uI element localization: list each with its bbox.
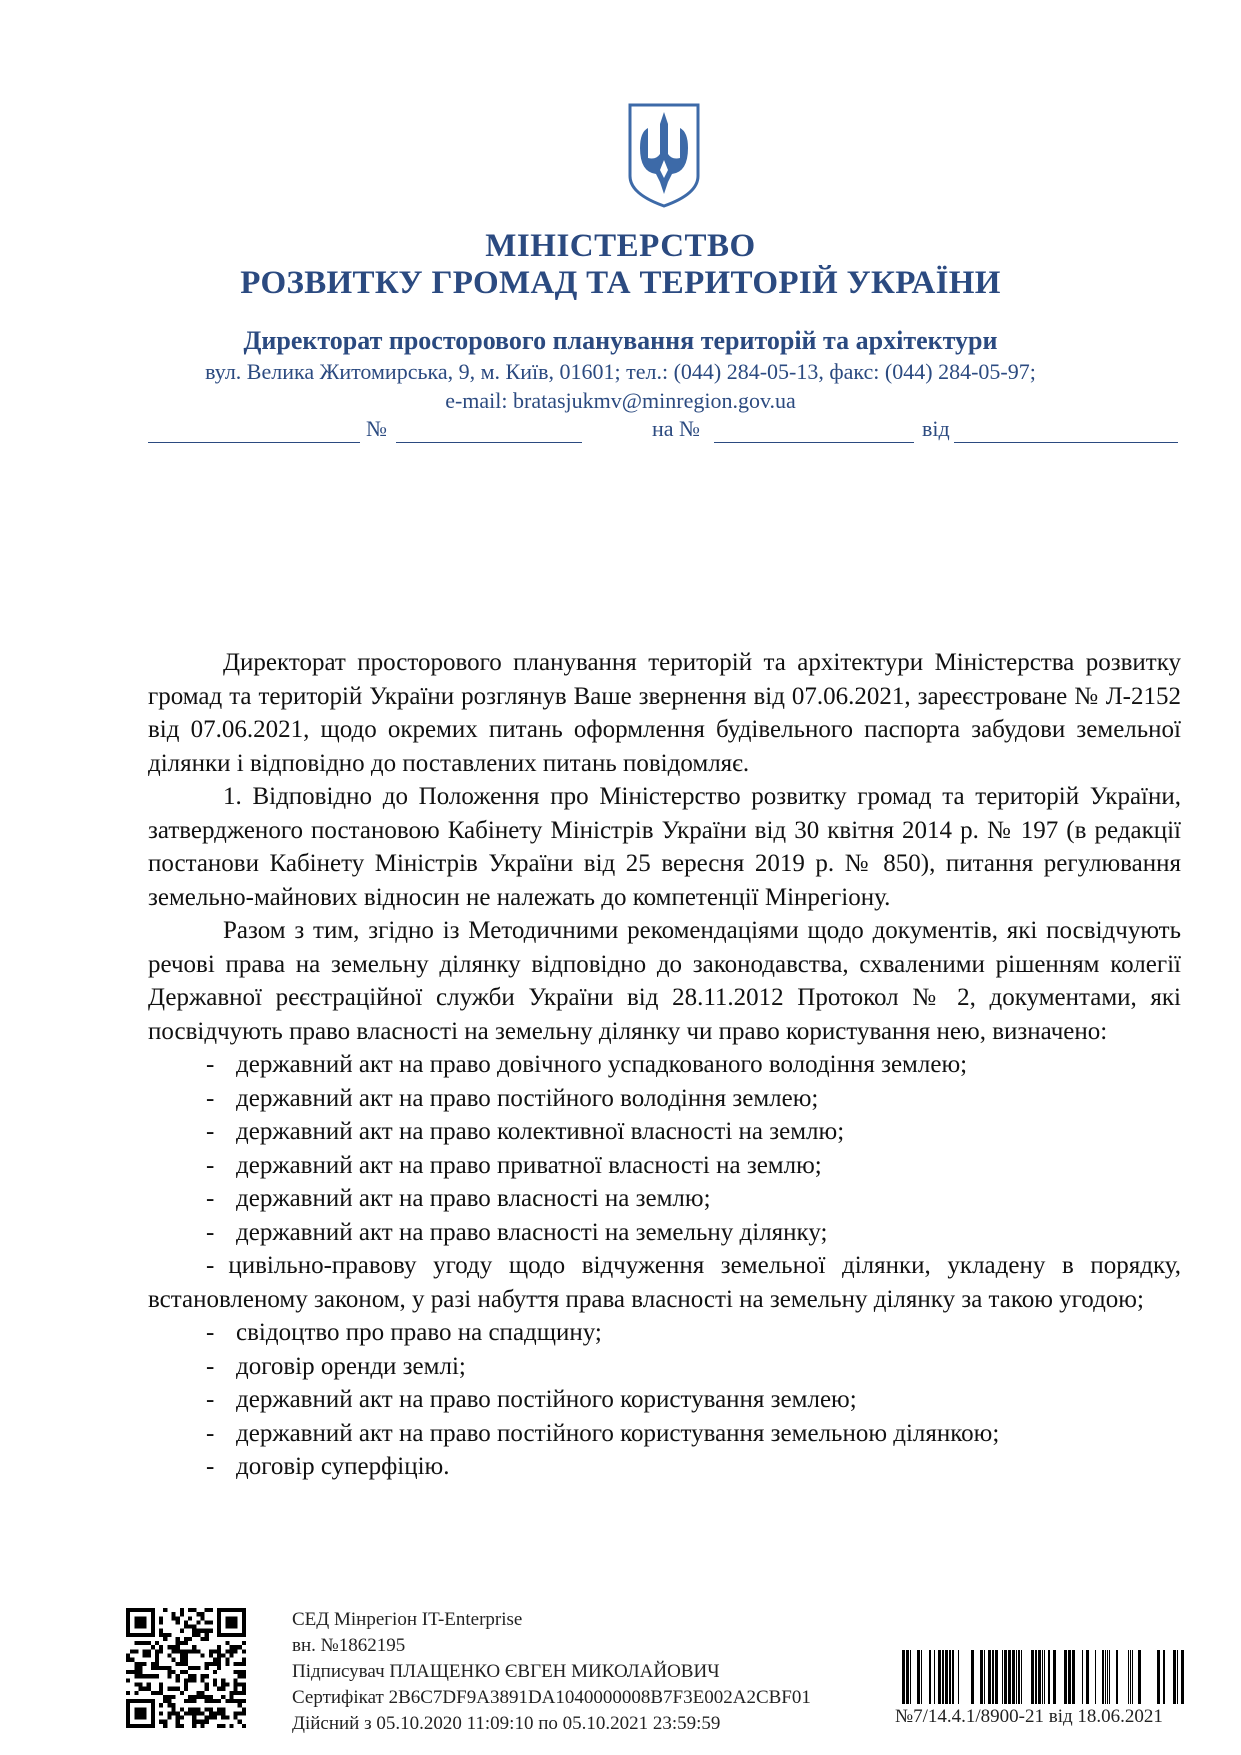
paragraph: Разом з тим, згідно із Методичними рекомендаціями щодо документів, які посвідчують речові права на земельну ділянку відповідно до законодавства, схваленими рішенням колегії Державної реєстраційної служби України від 28.11.2012 Протокол № 2, документами, які посвідчують право власності на земельну ділянку чи право користування нею, визначено: [148, 917, 1181, 1045]
list-dash: - [206, 1118, 215, 1145]
list-item [148, 1115, 1181, 1149]
list-item-text: державний акт на право власності на землю; [236, 1185, 711, 1212]
list-item-text: державний акт на право постійного користування земельною ділянкою; [236, 1419, 1000, 1447]
coat-of-arms-icon [626, 102, 702, 208]
list-item-text: державний акт на право власності на земельну ділянку; [236, 1218, 828, 1246]
list-item-text: державний акт на право постійного володіння землею; [236, 1084, 819, 1112]
document-list [148, 1048, 1181, 1484]
from-date-blank [954, 442, 1178, 443]
list-item [148, 1048, 1181, 1082]
email-line: e-mail: bratasjukmv@minregion.gov.ua [445, 388, 796, 413]
reply-to-label: на № [652, 416, 701, 441]
date-blank [148, 442, 360, 443]
registration-line [148, 416, 1178, 446]
list-item [148, 1216, 1181, 1250]
document-number: №7/14.4.1/8900-21 від 18.06.2021 [895, 1706, 1163, 1727]
stamp-certificate: Сертифікат 2B6C7DF9A3891DA1040000008B7F3E002A2CBF01 [292, 1687, 811, 1708]
list-dash: - [206, 1419, 215, 1447]
stamp-system: СЕД Мінрегіон IT-Enterprise [292, 1609, 523, 1630]
list-item [148, 1182, 1181, 1216]
list-dash: - [206, 1151, 215, 1179]
ministry-title-line1: МІНІСТЕРСТВО [485, 228, 756, 264]
qr-code-icon [126, 1608, 246, 1728]
list-item [148, 1350, 1181, 1384]
list-dash: - [206, 1386, 215, 1413]
list-item-text: договір оренди землі; [236, 1352, 466, 1380]
stamp-signer: Підписувач ПЛАЩЕНКО ЄВГЕН МИКОЛАЙОВИЧ [292, 1661, 720, 1682]
list-item [148, 1149, 1181, 1183]
paragraph: 1. Відповідно до Положення про Міністерство розвитку громад та територій України, затвердженого постановою Кабінету Міністрів України від 30 квітня 2014 р. № 197 (в редакції постанови Кабінету Міністрів України від 25 вересня 2019 р. № 850), питання регулювання земельно-майнових відносин не належать до компетенції Мінрегіону. [148, 783, 1181, 911]
letter-body [148, 646, 1181, 1484]
list-item-text: свідоцтво про право на спадщину; [236, 1319, 602, 1346]
list-dash: - [206, 1084, 215, 1112]
list-dash: - [206, 1252, 215, 1279]
from-label: від [922, 416, 950, 441]
address-line: вул. Велика Житомирська, 9, м. Київ, 01601; тел.: (044) 284-05-13, факс: (044) 284-05-97; [205, 359, 1036, 384]
list-dash: - [206, 1218, 215, 1246]
list-item-text: державний акт на право постійного користування землею; [236, 1386, 857, 1413]
list-item-text: державний акт на право довічного успадкованого володіння землею; [236, 1051, 968, 1078]
stamp-inbox-number: вн. №1862195 [292, 1635, 406, 1656]
e-signature-stamp [292, 1607, 811, 1737]
list-item [148, 1316, 1181, 1350]
number-sign: № [366, 416, 387, 441]
reply-number-blank [714, 442, 914, 443]
list-dash: - [206, 1319, 215, 1346]
number-blank [396, 442, 582, 443]
list-item [148, 1417, 1181, 1451]
list-dash: - [206, 1352, 215, 1380]
paragraph: Директорат просторового планування територій та архітектури Міністерства розвитку громад та територій України розглянув Ваше звернення від 07.06.2021, зареєстроване № Л-2152 від 07.06.2021, щодо окремих питань оформлення будівельного паспорта забудови земельної ділянки і відповідно до поставлених питань повідомляє. [148, 649, 1181, 777]
list-item-text: державний акт на право приватної власності на землю; [236, 1151, 822, 1179]
list-item [148, 1082, 1181, 1116]
stamp-validity: Дійсний з 05.10.2020 11:09:10 по 05.10.2021 23:59:59 [292, 1713, 721, 1734]
list-item-text: договір суперфіцію. [236, 1453, 450, 1480]
list-item [148, 1249, 1181, 1316]
list-item-text: державний акт на право колективної власності на землю; [236, 1118, 845, 1145]
list-dash: - [206, 1051, 215, 1078]
ministry-title-line2: РОЗВИТКУ ГРОМАД ТА ТЕРИТОРІЙ УКРАЇНИ [240, 265, 1001, 301]
list-item [148, 1450, 1181, 1484]
list-item-text: цивільно-правову угоду щодо відчуження земельної ділянки, укладену в порядку, встановленому законом, у разі набуття права власності на земельну ділянку за такою угодою; [148, 1252, 1181, 1313]
directorate-title: Директорат просторового планування територій та архітектури [243, 326, 998, 355]
list-item [148, 1383, 1181, 1417]
list-dash: - [206, 1453, 215, 1480]
barcode-icon [902, 1650, 1188, 1704]
list-dash: - [206, 1185, 215, 1212]
